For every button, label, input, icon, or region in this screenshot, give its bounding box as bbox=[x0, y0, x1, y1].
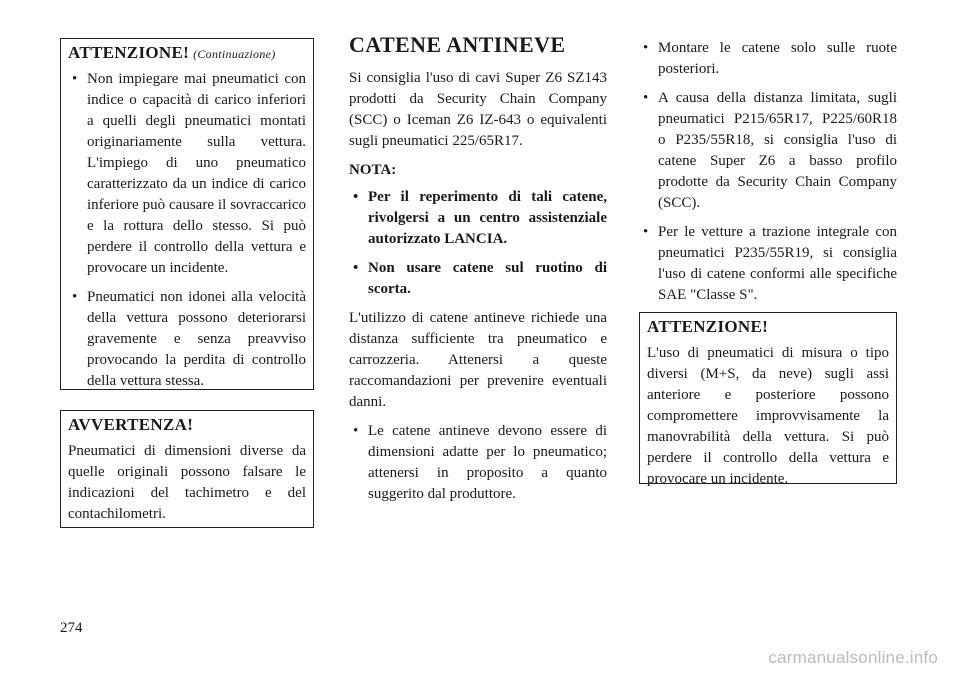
warning-text: L'uso di pneumatici di misura o tipo diversi (M+S, da neve) sugli assi anteriore e posteriore possono compromettere improvvisamente la manovrabilità della vettura. Si può perdere il controllo della vettura e provocare un incidente. bbox=[647, 345, 889, 487]
caution-box bbox=[60, 410, 314, 528]
section-heading: CATENE ANTINEVE bbox=[349, 32, 566, 57]
note-label: NOTA: bbox=[349, 162, 397, 178]
note-list bbox=[349, 187, 607, 300]
list-item: • Per le vetture a trazione integrale con pneumatici P235/55R19, si consiglia l'uso di catene conformi alle specifiche SAE "Classe S". bbox=[639, 222, 897, 306]
warning-title: ATTENZIONE! (Continuazione) bbox=[68, 43, 276, 62]
intro-paragraph: Si consiglia l'uso di cavi Super Z6 SZ143 prodotti da Security Chain Company (SCC) o Iceman Z6 IZ-643 o equivalenti sugli pneumatici 225/65R17. bbox=[349, 70, 607, 149]
warning-list bbox=[68, 69, 306, 392]
caution-title: AVVERTENZA! bbox=[68, 415, 194, 434]
list-item: • A causa della distanza limitata, sugli pneumatici P215/65R17, P225/60R18 o P235/55R18, si consiglia l'uso di catene Super Z6 a basso profilo prodotte da Security Chain Company (SCC). bbox=[639, 88, 897, 214]
chain-tips-list bbox=[639, 38, 897, 306]
list-item: • Montare le catene solo sulle ruote posteriori. bbox=[639, 38, 897, 80]
warning-title: ATTENZIONE! bbox=[647, 317, 769, 336]
clearance-paragraph: L'utilizzo di catene antineve richiede una distanza sufficiente tra pneumatico e carrozzeria. Attenersi a queste raccomandazioni per prevenire eventuali danni. bbox=[349, 310, 607, 410]
watermark: carmanualsonline.info bbox=[768, 648, 938, 667]
right-column bbox=[639, 38, 897, 314]
list-item: • Non impiegare mai pneumatici con indice o capacità di carico inferiori a quelli degli pneumatici montati originariamente sulla vettura. L'impiego di uno pneumatico caratterizzato da un indice di carico inferiore può causare il sovraccarico e la rottura dello stesso. Si può perdere il controllo della vettura e provocare un incidente. bbox=[68, 69, 306, 279]
caution-text: Pneumatici di dimensioni diverse da quelle originali possono falsare le indicazioni del tachimetro e del contachilometri. bbox=[68, 443, 306, 522]
list-item: • Non usare catene sul ruotino di scorta. bbox=[349, 258, 607, 300]
page-number: 274 bbox=[60, 620, 83, 636]
warning-box bbox=[639, 312, 897, 487]
snow-chains-column bbox=[349, 32, 607, 513]
list-item: • Le catene antineve devono essere di dimensioni adatte per lo pneumatico; attenersi in proposito a quanto suggerito dal produttore. bbox=[349, 421, 607, 505]
chain-list bbox=[349, 421, 607, 505]
list-item: • Pneumatici non idonei alla velocità della vettura possono deteriorarsi gravemente e senza preavviso provocando la perdita di controllo della vettura stessa. bbox=[68, 287, 306, 392]
warning-box-continued bbox=[60, 38, 314, 390]
continuation-label: (Continuazione) bbox=[193, 47, 276, 61]
list-item: • Per il reperimento di tali catene, rivolgersi a un centro assistenziale autorizzato LANCIA. bbox=[349, 187, 607, 250]
